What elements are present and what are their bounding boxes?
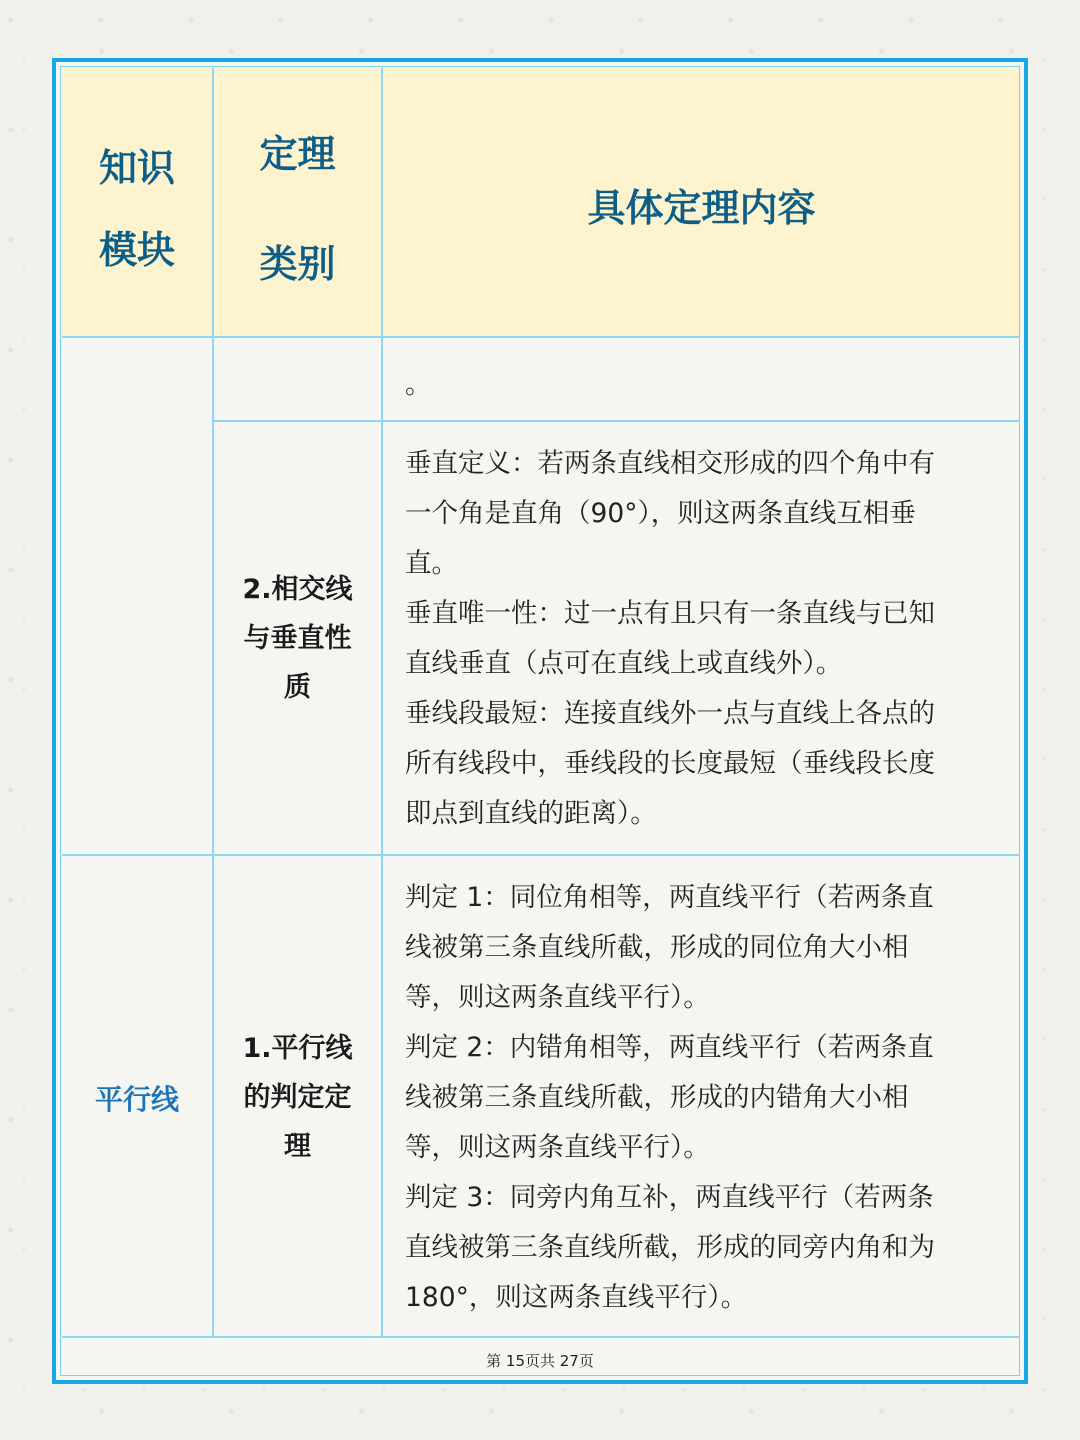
row-2-content-line: 垂直定义：若两条直线相交形成的四个角中有 [405,448,935,479]
row-2-content-line: 所有线段中，垂线段的长度最短（垂线段长度 [405,748,935,779]
row-2-content-line: 直线垂直（点可在直线上或直线外）。 [405,648,843,679]
row-2-category-line: 质 [284,672,311,703]
header-module-line2: 模块 [98,228,175,272]
header-module-line1: 知识 [98,146,175,190]
row-3-module: 平行线 [94,1083,179,1116]
table-frame [52,58,1028,1384]
row-3-content-line: 线被第三条直线所截，形成的内错角大小相 [405,1082,909,1113]
row-3-content-line: 判定 2：内错角相等，两直线平行（若两条直 [405,1032,934,1063]
row-2-content-line: 垂线段最短：连接直线外一点与直线上各点的 [405,698,935,729]
row-1-content-line: 。 [405,369,432,400]
row-2-content-line: 垂直唯一性：过一点有且只有一条直线与已知 [405,598,935,629]
header-category-line2: 类别 [259,242,336,286]
row-3-content-line: 判定 1：同位角相等，两直线平行（若两条直 [405,882,934,913]
row-2-content-line: 直。 [405,548,458,579]
row-3-content-line: 180°，则这两条直线平行）。 [405,1282,748,1313]
row-3-content-line: 判定 3：同旁内角互补，两直线平行（若两条 [405,1182,934,1213]
row-2-content-line: 即点到直线的距离）。 [405,798,657,829]
row-3-category-line: 1.平行线 [242,1033,353,1064]
row-2-content-line: 一个角是直角（90°），则这两条直线互相垂 [405,498,916,529]
row-3-category-line: 的判定定 [243,1082,352,1113]
row-3-content-line: 线被第三条直线所截，形成的同位角大小相 [405,932,909,963]
row-2-category-line: 与垂直性 [243,623,352,654]
row-3-content-line: 等，则这两条直线平行）。 [405,1132,710,1163]
header-category-line1: 定理 [259,132,336,176]
page-number-footer: 第 15页共 27页 [486,1352,594,1370]
row-3-content-line: 等，则这两条直线平行）。 [405,982,710,1013]
row-3-category-line: 理 [284,1131,311,1162]
row-3-content-line: 直线被第三条直线所截，形成的同旁内角和为 [405,1232,935,1263]
row-2-category-line: 2.相交线 [242,574,353,605]
header-content: 具体定理内容 [587,186,816,230]
